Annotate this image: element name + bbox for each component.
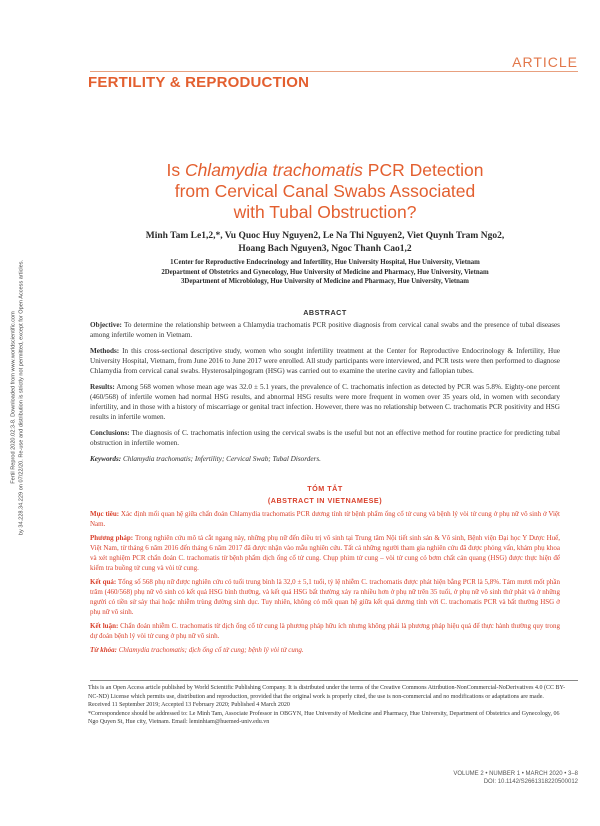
vi-methods: Phương pháp: Trong nghiên cứu mô tả cắt ngang này, những phụ nữ đến điều trị vô sinh tại Trung tâm Nội tiết sinh sản & Vô sinh, Bệnh viện Đại học Y Dược Huế, Việt Nam, từ tháng 6 năm 2016 đến tháng 6 năm 2017 đã được nhận vào mẫu nghiên cứu. Tất cả những người tham gia nghiên cứu đã được phỏng vấn, khám phụ khoa và xét nghiệm PCR chẩn đoán C. trachomatis từ bệnh phẩm dịch ống cổ tử cung. Chụp phim tử cung – vòi tử cung có bơm chất cản quang (HSG) được thực hiện để kiểm tra buồng tử cung và vòi tử cung. [90, 534, 560, 572]
volume-line: VOLUME 2 • NUMBER 1 • MARCH 2020 • 3–8 [453, 771, 578, 777]
header-divider [90, 71, 578, 72]
issue-info [453, 770, 578, 786]
article-type-label: ARTICLE [512, 54, 578, 70]
abstract-methods: Methods: In this cross-sectional descriptive study, women who sought infertility treatment at the Center for Reproductive Endocrinology & Infertility, Hue University Hospital, Vietnam, from June 2016 to June 2017 were enrolled. All study participants were interviewed, and PCR tests were then performed to diagnose Chlamydia from cervical canal swabs. Hysterosalpingogram (HSG) was carried out to examine the uterine cavity and fallopian tubes. [90, 347, 560, 375]
abstract-conclusions: Conclusions: The diagnosis of C. trachomatis infection using the cervical swabs is the useful but not an effective method for routine practice for predicting tubal obstruction in infertile women. [90, 429, 560, 447]
affiliation-2: 2Department of Obstetrics and Gynecology, Hue University of Medicine and Pharmacy, Hue University, Vietnam [161, 268, 489, 276]
article-title [90, 160, 560, 223]
abstract-results: Results: Among 568 women whose mean age was 32.0 ± 5.1 years, the prevalence of C. trachomatis infection as detected by PCR was 5.8%. Eighty-one percent (460/568) of infertile women had normal HSG results, and abnormal HSG results were more frequent in women over 35 years old, in women with secondary infertility, and in those with a history of miscarriage or genital tract infection. However, there was no relationship between C. trachomatis PCR positivity and HSG results in infertile women. [90, 383, 560, 421]
affiliation-3: 3Department of Microbiology, Hue University of Medicine and Pharmacy, Hue University, Vietnam [181, 278, 469, 285]
abstract-objective: Objective: To determine the relationship between a Chlamydia trachomatis PCR positive diagnosis from cervical canal swabs and the presence of tubal diseases among infertile women in Vietnam. [90, 321, 560, 339]
affiliation-1: 1Center for Reproductive Endocrinology and Infertility, Hue University Hospital, Hue University, Vietnam [170, 259, 480, 266]
license-note: This is an Open Access article published by World Scientific Publishing Company. It is distributed under the terms of the Creative Commons Attribution-NonCommercial-NoDerivatives 4.0 (CC BY-NC-ND) License which permits use, distribution and reproduction, provided that the original work is properly cited, the use is non-commercial and no modifications or adaptations are made. [88, 685, 566, 700]
sidebar-text [11, 243, 26, 553]
author-line-2: Hoang Bach Nguyen3, Ngoc Thanh Cao1,2 [238, 244, 412, 254]
author-line-1: Minh Tam Le1,2,*, Vu Quoc Huy Nguyen2, Le Na Thi Nguyen2, Viet Quynh Tram Ngo2, [145, 231, 505, 241]
vietnamese-abstract-section [90, 484, 560, 659]
doi-line: DOI: 10.1142/S2661318220500012 [483, 779, 578, 785]
vi-conclusions: Kết luận: Chẩn đoán nhiễm C. trachomatis từ dịch ống cổ tử cung là phương pháp hữu ích nhưng không phải là phương pháp hiệu quả để thực hành thường quy trong dự đoán bệnh lý vòi tử cung ở phụ nữ vô sinh. [90, 622, 560, 640]
footer-divider [90, 680, 578, 681]
footnotes [88, 684, 568, 727]
abstract-heading: ABSTRACT [303, 308, 347, 317]
vi-keywords: Từ khóa: Chlamydia trachomatis; dịch ống cổ tử cung; bệnh lý vòi tử cung. [90, 646, 304, 654]
title-prefix: Is [166, 160, 185, 180]
sidebar-line-1: Fertil Reprod 2020.02:3-8. Downloaded from www.worldscientific.com [10, 311, 17, 484]
journal-name: FERTILITY & REPRODUCTION [88, 74, 310, 91]
title-italic: Chlamydia trachomatis [184, 160, 363, 180]
affiliations [90, 258, 560, 287]
download-sidebar [3, 250, 31, 560]
abstract-section [90, 308, 560, 470]
sidebar-line-2: by 34.228.34.229 on 07/22/20. Re-use and distribution is strictly not permitted, except for Open Access articles. [18, 259, 24, 536]
vi-objective: Mục tiêu: Xác định mối quan hệ giữa chẩn đoán Chlamydia trachomatis PCR dương tính từ bệnh phẩm ống cổ tử cung và bệnh lý vòi tử cung ở phụ nữ vô sinh ở Việt Nam. [90, 510, 560, 528]
vi-results: Kết quả: Tổng số 568 phụ nữ được nghiên cứu có tuổi trung bình là 32,0 ± 5,1 tuổi, tỷ lệ nhiễm C. trachomatis được phát hiện bằng PCR là 5,8%. Tám mươi mốt phần trăm (460/568) phụ nữ vô sinh có kết quả HSG bình thường, và kết quả HSG bất thường xảy ra nhiều hơn ở phụ nữ trên 35 tuổi, ở phụ nữ vô sinh thứ phát và ở những người có tiền sử sảy thai hoặc nhiễm trùng đường sinh dục. Tuy nhiên, không có mối quan hệ giữa kết quả dương tính với C. trachomatis PCR và bất thường HSG ở phụ nữ vô sinh. [90, 578, 560, 616]
title-line1-rest: PCR Detection [362, 160, 484, 180]
vietnamese-subheading: (ABSTRACT IN VIETNAMESE) [267, 496, 383, 505]
author-list [90, 230, 560, 256]
title-line3: with Tubal Obstruction? [233, 202, 417, 222]
correspondence-note: *Correspondence should be addressed to: Le Minh Tam, Associate Professor in OBGYN, Hue University of Medicine and Pharmacy, Hue University, Department of Obstetrics and Gynecology, 06 Ngo Quyen St, Hue city, Vietnam. Email: leminhtam@huemed-univ.edu.vn [88, 710, 560, 725]
publication-dates: Received 11 September 2019; Accepted 13 February 2020; Published 4 March 2020 [88, 702, 290, 708]
title-line2: from Cervical Canal Swabs Associated [174, 181, 476, 201]
vietnamese-heading: TÓM TẮT [307, 484, 343, 493]
abstract-keywords: Keywords: Chlamydia trachomatis; Infertility; Cervical Swab; Tubal Disorders. [90, 455, 321, 463]
